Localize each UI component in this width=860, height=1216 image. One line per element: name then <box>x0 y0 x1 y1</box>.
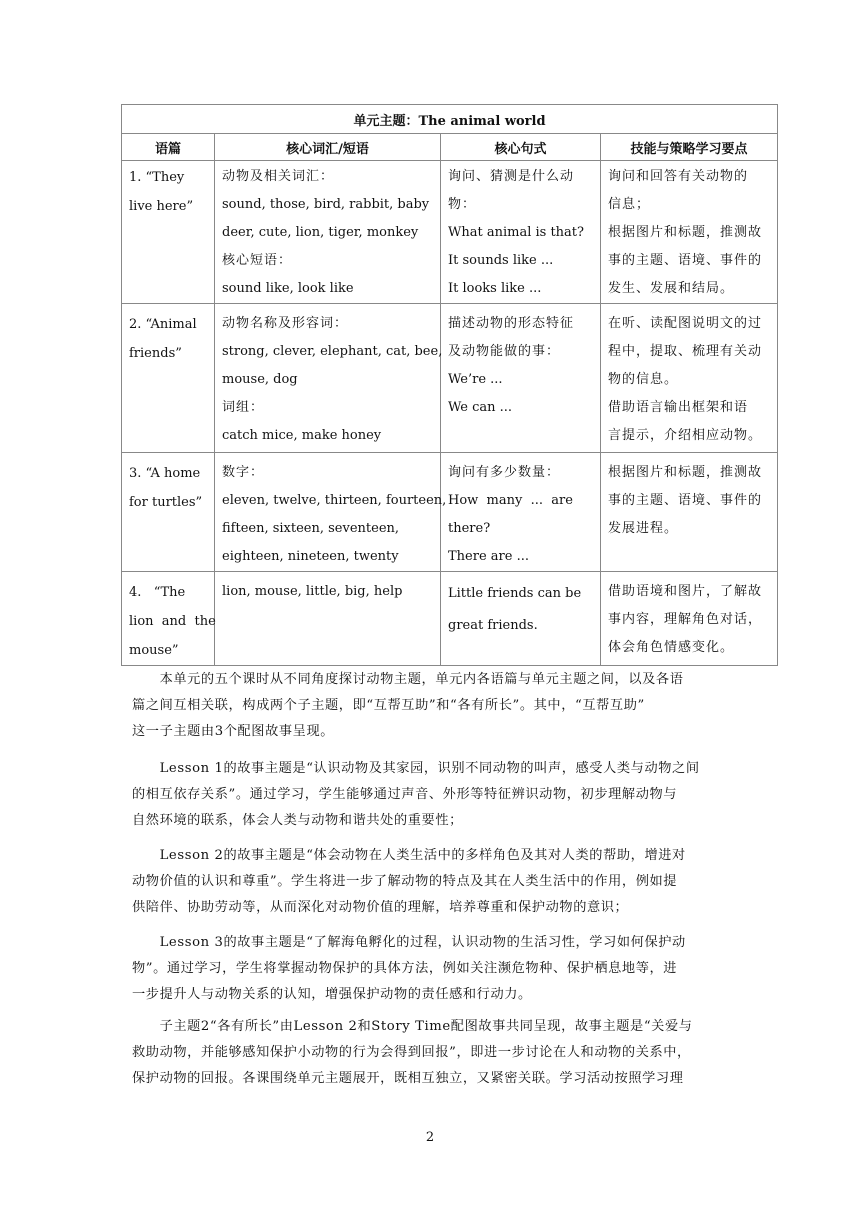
vocab-line: deer, cute, lion, tiger, monkey <box>222 225 419 240</box>
sentence-line: What animal is that? <box>448 225 584 240</box>
cell-vocab <box>215 572 440 606</box>
body-paragraph <box>132 1014 744 1092</box>
sentence-line: It sounds like ... <box>448 253 554 268</box>
text-line: 4. “The <box>129 585 186 600</box>
vocab-line: strong, clever, elephant, cat, bee, <box>222 344 443 359</box>
body-paragraph <box>132 843 744 921</box>
sentence-line: there? <box>448 521 491 536</box>
vocab-line: sound, those, bird, rabbit, baby <box>222 197 430 212</box>
text-line: friends” <box>129 346 182 361</box>
vocab-line: sound like, look like <box>222 281 354 296</box>
cell-skills <box>601 161 777 303</box>
skill-line: 事的主题、语境、事件的 <box>608 253 763 268</box>
sentence-line: 询问、猜测是什么动 <box>448 169 575 184</box>
cell-vocab <box>215 161 440 303</box>
paragraph-line: 救助动物，并能够感知保护小动物的行为会得到回报”，即进一步讨论在人和动物的关系中， <box>132 1045 691 1060</box>
table-title: 单元主题：The animal world <box>122 105 778 134</box>
vocab-line: fifteen, sixteen, seventeen, <box>222 521 400 536</box>
text-line: lion and the <box>129 614 216 629</box>
paragraph-line: 本单元的五个课时从不同角度探讨动物主题，单元内各语篇与单元主题之间，以及各语 <box>132 672 684 687</box>
vocab-line: eleven, twelve, thirteen, fourteen, <box>222 493 447 508</box>
table-row <box>122 572 778 666</box>
sentence-line: 描述动物的形态特征 <box>448 316 575 331</box>
paragraph-line: Lesson 1的故事主题是“认识动物及其家园，识别不同动物的叫声，感受人类与动物之间 <box>132 761 700 776</box>
vocab-line: 动物及相关词汇： <box>222 169 335 184</box>
paragraph-line: 自然环境的联系，体会人类与动物和谐共处的重要性； <box>132 813 463 828</box>
cell-text <box>122 304 214 368</box>
skill-line: 借助语言输出框架和语 <box>608 400 749 415</box>
body-paragraph <box>132 930 744 1008</box>
cell-sentences <box>441 572 600 642</box>
skill-line: 发生、发展和结局。 <box>608 281 735 296</box>
paragraph-line: Lesson 3的故事主题是“了解海龟孵化的过程，认识动物的生活习性，学习如何保护动 <box>132 935 686 950</box>
skill-line: 事的主题、语境、事件的 <box>608 493 763 508</box>
vocab-line: lion, mouse, little, big, help <box>222 584 403 599</box>
skill-line: 询问和回答有关动物的 <box>608 169 749 184</box>
vocab-line: catch mice, make honey <box>222 428 382 443</box>
paragraph-line: 供陪伴、协助劳动等，从而深化对动物价值的理解，培养尊重和保护动物的意识； <box>132 900 629 915</box>
paragraph-line: 篇之间互相关联，构成两个子主题，即“互帮互助”和“各有所长”。其中，“互帮互助” <box>132 698 645 713</box>
table-row <box>122 161 778 304</box>
paragraph-line: Lesson 2的故事主题是“体会动物在人类生活中的多样角色及其对人类的帮助，增进对 <box>132 848 686 863</box>
cell-skills <box>601 572 777 662</box>
vocab-line: 词组： <box>222 400 265 415</box>
cell-text <box>122 572 214 665</box>
skill-line: 程中，提取、梳理有关动 <box>608 344 763 359</box>
sentence-line: There are ... <box>448 549 529 564</box>
paragraph-line: 动物价值的认识和尊重”。学生将进一步了解动物的特点及其在人类生活中的作用，例如提 <box>132 874 678 889</box>
sentence-line: 物： <box>448 197 477 212</box>
skill-line: 物的信息。 <box>608 372 679 387</box>
cell-sentences <box>441 161 600 303</box>
cell-skills <box>601 453 777 543</box>
skill-line: 根据图片和标题，推测故 <box>608 465 763 480</box>
sentence-line: 及动物能做的事： <box>448 344 561 359</box>
unit-overview-table <box>121 104 778 666</box>
sentence-line: We can ... <box>448 400 513 415</box>
vocab-line: mouse, dog <box>222 372 298 387</box>
header-skills: 技能与策略学习要点 <box>601 134 778 161</box>
body-paragraph <box>132 667 744 745</box>
skill-line: 体会角色情感变化。 <box>608 640 735 655</box>
table-row <box>122 453 778 572</box>
skill-line: 信息； <box>608 197 651 212</box>
paragraph-line: 物”。通过学习，学生将掌握动物保护的具体方法，例如关注濒危物种、保护栖息地等，进 <box>132 961 678 976</box>
vocab-line: 动物名称及形容词： <box>222 316 349 331</box>
skill-line: 言提示，介绍相应动物。 <box>608 428 763 443</box>
paragraph-line: 一步提升人与动物关系的认知，增强保护动物的责任感和行动力。 <box>132 987 532 1002</box>
header-vocab: 核心词汇/短语 <box>215 134 441 161</box>
header-text: 语篇 <box>122 134 215 161</box>
cell-text <box>122 161 214 221</box>
vocab-line: 核心短语： <box>222 253 293 268</box>
page-number: 2 <box>425 1130 435 1145</box>
skill-line: 发展进程。 <box>608 521 679 536</box>
text-line: 1. “They <box>129 170 185 185</box>
cell-sentences <box>441 304 600 422</box>
vocab-line: 数字： <box>222 465 265 480</box>
paragraph-line: 这一子主题由3个配图故事呈现。 <box>132 724 335 739</box>
cell-skills <box>601 304 777 450</box>
cell-text <box>122 453 214 517</box>
cell-vocab <box>215 304 443 450</box>
sentence-line: great friends. <box>448 618 538 633</box>
body-paragraph <box>132 756 744 834</box>
skill-line: 事内容，理解角色对话， <box>608 612 763 627</box>
vocab-line: eighteen, nineteen, twenty <box>222 549 399 564</box>
header-sentences: 核心句式 <box>441 134 601 161</box>
cell-sentences <box>441 453 600 571</box>
text-line: live here” <box>129 199 194 214</box>
sentence-line: It looks like ... <box>448 281 542 296</box>
paragraph-line: 的相互依存关系”。通过学习，学生能够通过声音、外形等特征辨识动物，初步理解动物与 <box>132 787 678 802</box>
text-line: for turtles” <box>129 495 203 510</box>
sentence-line: Little friends can be <box>448 586 582 601</box>
skill-line: 借助语境和图片，了解故 <box>608 584 763 599</box>
table-row <box>122 304 778 453</box>
sentence-line: How many ... are <box>448 493 573 508</box>
sentence-line: We’re ... <box>448 372 503 387</box>
text-line: 3. “A home <box>129 466 201 481</box>
skill-line: 在听、读配图说明文的过 <box>608 316 763 331</box>
cell-vocab <box>215 453 447 571</box>
sentence-line: 询问有多少数量： <box>448 465 561 480</box>
paragraph-line: 子主题2“各有所长”由Lesson 2和Story Time配图故事共同呈现，故事主题是“关爱与 <box>132 1019 693 1034</box>
text-line: mouse” <box>129 643 179 658</box>
paragraph-line: 保护动物的回报。各课围绕单元主题展开，既相互独立，又紧密关联。学习活动按照学习理 <box>132 1071 684 1086</box>
skill-line: 根据图片和标题，推测故 <box>608 225 763 240</box>
text-line: 2. “Animal <box>129 317 197 332</box>
